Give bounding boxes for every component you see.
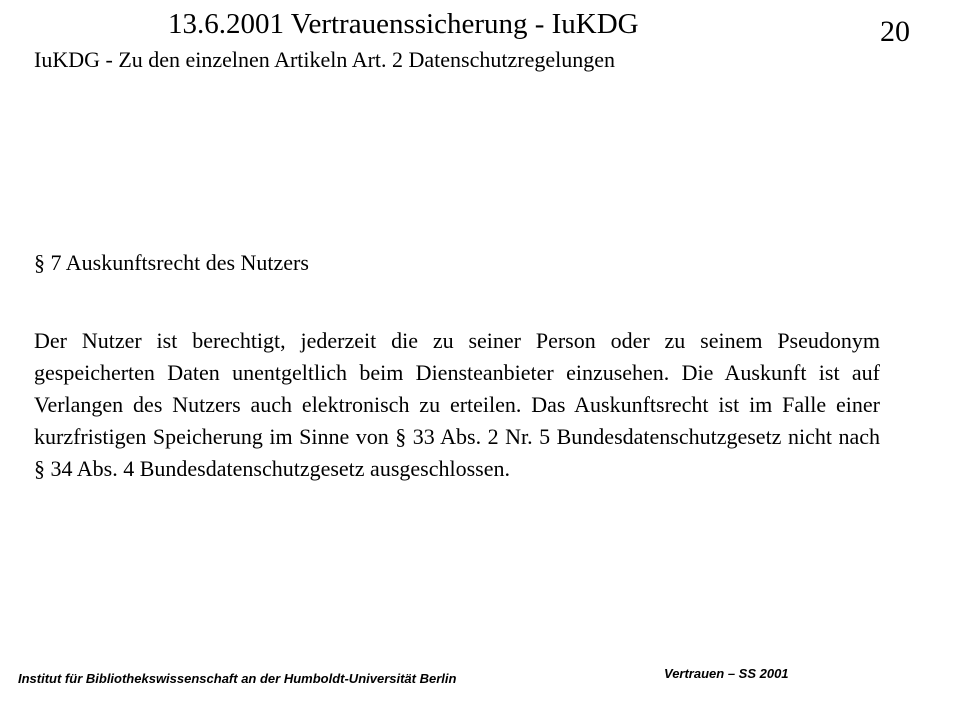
slide-title: 13.6.2001 Vertrauenssicherung - IuKDG [168, 8, 639, 40]
footer-institute: Institut für Bibliothekswissenschaft an der Humboldt-Universität Berlin [18, 671, 457, 686]
body-paragraph: Der Nutzer ist berechtigt, jederzeit die zu seiner Person oder zu seinem Pseudonym gespeicherten Daten unentgeltlich beim Diensteanbieter einzusehen. Die Auskunft ist auf Verlangen des Nutzers auch elektronisch zu erteilen. Das Auskunftsrecht ist im Falle einer kurzfristigen Speicherung im Sinne von § 33 Abs. 2 Nr. 5 Bundesdatenschutzgesetz nicht nach § 34 Abs. 4 Bundesdatenschutzgesetz ausgeschlossen. [34, 328, 880, 481]
slide-subtitle: IuKDG - Zu den einzelnen Artikeln Art. 2 Datenschutzregelungen [34, 47, 615, 72]
slide-number: 20 [880, 15, 910, 48]
section-heading: § 7 Auskunftsrecht des Nutzers [34, 250, 309, 275]
footer-course: Vertrauen – SS 2001 [664, 666, 789, 681]
